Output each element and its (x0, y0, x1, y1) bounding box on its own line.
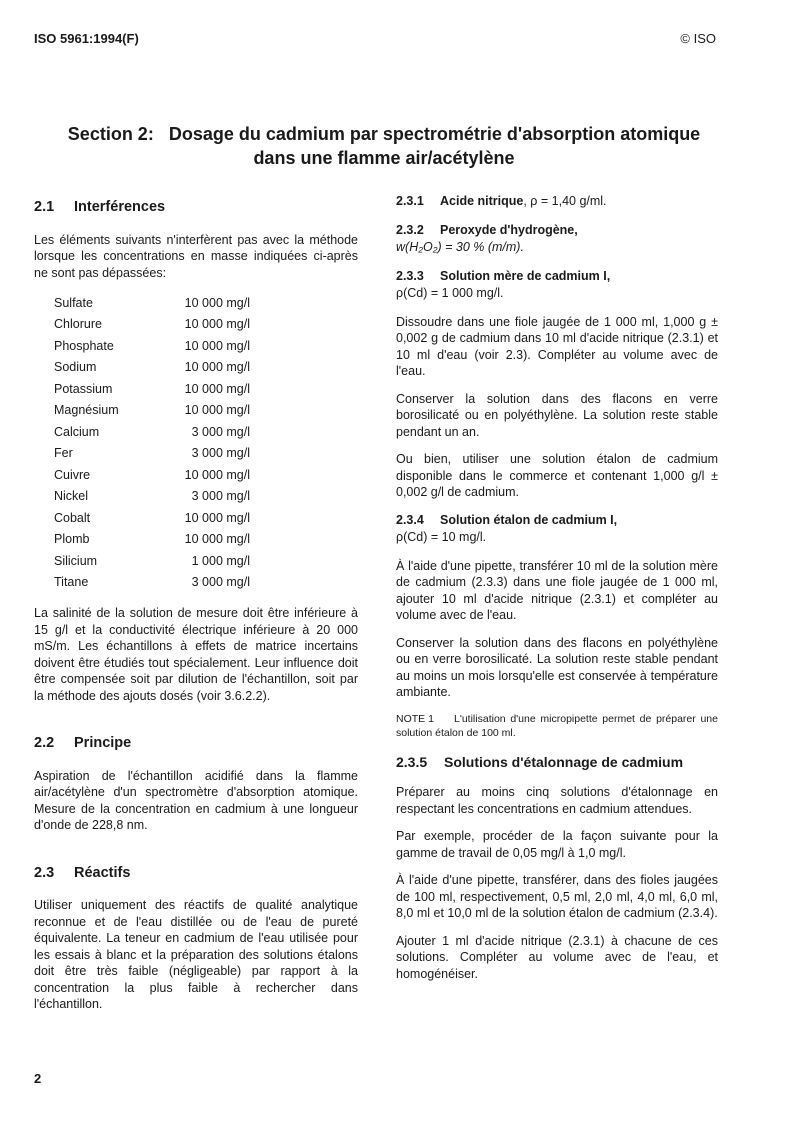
solution-etalon-p1: À l'aide d'une pipette, transférer 10 ml de la solution mère de cadmium (2.3.3) dans une fiole jaugée de 1 000 ml, ajouter 10 ml d'acide nitrique (2.3.1) et compléter au volume avec de l'eau. (396, 558, 718, 622)
element-limit-value: 10 000 mg/l (184, 532, 250, 546)
limit-row (54, 292, 250, 314)
limit-row (54, 572, 250, 594)
etalonnage-p3: À l'aide d'une pipette, transférer, dans des fioles jaugées de 100 ml, respectivement, 0,5 ml, 2,0 ml, 4,0 ml, 6,0 ml, 8,0 ml et 10,0 ml de la solution étalon de cadmium (2.3.4). (396, 873, 718, 920)
interferences-intro: Les éléments suivants n'interfèrent pas avec la méthode lorsque les concentrations en masse indiquées ci-après ne sont pas dépassées: (34, 232, 358, 280)
element-name: Phosphate (54, 338, 114, 353)
solution-mere-p1: Dissoudre dans une fiole jaugée de 1 000 ml, 1,000 g ± 0,002 g de cadmium dans 10 ml d'acide nitrique (2.3.1) et 10 ml d'eau (voir 2.3). Compléter au volume avec de l'eau. (396, 314, 718, 378)
principe-paragraph: Aspiration de l'échantillon acidifié dans la flamme air/acétylène d'un spectromètre d'absorption atomique. Mesure de la concentration en cadmium à une longueur d'onde de 228,8 nm. (34, 768, 358, 832)
element-name: Potassium (54, 381, 113, 396)
etalonnage-p1: Préparer au moins cinq solutions d'étalonnage en respectant les concentrations en cadmium attendues. (396, 785, 718, 816)
element-name: Fer (54, 446, 73, 460)
element-limit-value: 10 000 mg/l (184, 317, 250, 331)
section-title (34, 122, 734, 170)
section-title-line-1: Section 2: Dosage du cadmium par spectrométrie d'absorption atomique (67, 124, 701, 144)
solution-mere-p2: Conserver la solution dans des flacons en verre borosilicaté ou en polyéthylène. La solution reste stable pendant un an. (396, 391, 718, 439)
page-number: 2 (34, 1071, 42, 1086)
limit-row (54, 464, 250, 486)
element-limit-value: 3 000 mg/l (191, 489, 250, 503)
heading-interferences (34, 199, 358, 216)
element-limit-value: 10 000 mg/l (184, 338, 250, 353)
element-limit-value: 10 000 mg/l (184, 381, 250, 396)
element-limit-value: 10 000 mg/l (184, 360, 250, 374)
element-name: Cobalt (54, 510, 91, 525)
reactifs-paragraph: Utiliser uniquement des réactifs de qualité analytique reconnue et de l'eau distillée ou de l'eau de pureté équivalente. La teneur en cadmium de l'eau utilisée pour les essais à blanc et la préparation des solutions étalons doit être très faible (négligeable) par rapport à la concentration la plus faible à rechercher dans l'échantillon. (34, 898, 358, 1011)
element-limit-value: 3 000 mg/l (191, 575, 250, 589)
limit-row (54, 550, 250, 572)
element-name: Cuivre (54, 467, 91, 482)
limit-row (54, 335, 250, 357)
heading-text: Interférences (74, 199, 166, 215)
heading-principe (34, 735, 358, 752)
element-name: Sulfate (54, 295, 93, 310)
element-limit-value: 10 000 mg/l (184, 467, 250, 482)
solution-mere-p3: Ou bien, utiliser une solution étalon de cadmium disponible dans le commerce et contenant 1,000 g/l ± 0,002 g/l de cadmium. (396, 452, 718, 499)
heading-number: 2.3.5 (396, 753, 428, 770)
item-title: Peroxyde d'hydrogène (440, 222, 575, 237)
element-name: Titane (54, 575, 89, 589)
note-label: NOTE 1 (396, 712, 434, 725)
item-number: 2.3.3 (396, 268, 424, 283)
etalonnage-p2: Par exemple, procéder de la façon suivante pour la gamme de travail de 0,05 mg/l à 1,0 mg/l. (396, 829, 718, 860)
limit-row (54, 421, 250, 443)
document-standard-id: ISO 5961:1994(F) (34, 31, 139, 46)
right-column (396, 193, 718, 993)
item-title: Acide nitrique (440, 194, 524, 208)
item-number: 2.3.1 (396, 194, 424, 208)
item-solution-etalon: 2.3.4 Solution étalon de cadmium I, ρ(Cd) = 10 mg/l. (396, 512, 718, 546)
element-limit-value: 10 000 mg/l (184, 510, 250, 525)
limit-row (54, 443, 250, 465)
limit-row (54, 357, 250, 379)
limit-row (54, 486, 250, 508)
section-title-line-2: dans une flamme air/acétylène (253, 148, 515, 168)
item-number: 2.3.4 (396, 512, 424, 527)
item-solution-mere: 2.3.3 Solution mère de cadmium I, ρ(Cd) = 1 000 mg/l. (396, 268, 718, 302)
heading-number: 2.1 (34, 199, 55, 215)
interference-limits-table (54, 292, 250, 593)
element-limit-value: 10 000 mg/l (184, 295, 250, 310)
solution-etalon-p2: Conserver la solution dans des flacons en polyéthylène ou en verre borosilicaté. La solution reste stable pendant au moins un mois lorsqu'elle est conservée à température ambiante. (396, 635, 718, 699)
element-limit-value: 3 000 mg/l (191, 424, 250, 439)
element-name: Silicium (54, 553, 98, 568)
copyright-notice: © ISO (680, 31, 716, 46)
heading-number: 2.2 (34, 735, 55, 751)
heading-solutions-etalonnage (396, 754, 718, 771)
item-title: Solution étalon de cadmium I (440, 512, 614, 527)
item-acide-nitrique (396, 193, 718, 210)
heading-text: Réactifs (74, 864, 131, 881)
element-limit-value: 10 000 mg/l (184, 403, 250, 417)
element-name: Chlorure (54, 317, 102, 331)
item-peroxyde: 2.3.2 Peroxyde d'hydrogène, w(H₂O₂) = 30 % (m/m). (396, 222, 718, 256)
heading-text: Solutions d'étalonnage de cadmium (444, 753, 684, 770)
element-name: Calcium (54, 424, 100, 439)
element-limit-value: 1 000 mg/l (191, 553, 250, 568)
limit-row (54, 314, 250, 336)
item-spec: , ρ = 1,40 g/ml. (523, 194, 607, 208)
left-column (34, 193, 358, 1024)
etalonnage-p4: Ajouter 1 ml d'acide nitrique (2.3.1) à chacune de ces solutions. Compléter au volume avec de l'eau, et homogénéiser. (396, 933, 718, 981)
element-limit-value: 3 000 mg/l (191, 446, 250, 460)
limit-row (54, 507, 250, 529)
element-name: Magnésium (54, 403, 119, 417)
heading-text: Principe (74, 735, 132, 751)
note-1 (396, 712, 718, 740)
item-title: Solution mère de cadmium I (440, 268, 607, 283)
salinity-paragraph: La salinité de la solution de mesure doit être inférieure à 15 g/l et la conductivité électrique inférieure à 20 000 mS/m. Les échantillons à effets de matrice incertains doivent être étudiés tout spécialement. Leur influence doit être compensée soit par dilution de l'échantillon, soit par la méthode des ajouts dosés (voir 3.6.2.2). (34, 606, 358, 703)
element-name: Nickel (54, 489, 89, 503)
item-number: 2.3.2 (396, 222, 424, 237)
note-text: L'utilisation d'une micropipette permet de préparer une solution étalon de 100 ml. (396, 712, 718, 739)
element-name: Plomb (54, 532, 90, 546)
limit-row (54, 529, 250, 551)
limit-row (54, 400, 250, 422)
heading-number: 2.3 (34, 864, 55, 881)
item-spec: ρ(Cd) = 10 mg/l. (396, 530, 487, 544)
heading-reactifs (34, 865, 358, 882)
item-spec: w(H₂O₂) = 30 % (m/m). (396, 240, 524, 254)
item-spec: ρ(Cd) = 1 000 mg/l. (396, 286, 504, 300)
element-name: Sodium (54, 360, 97, 374)
limit-row (54, 378, 250, 400)
